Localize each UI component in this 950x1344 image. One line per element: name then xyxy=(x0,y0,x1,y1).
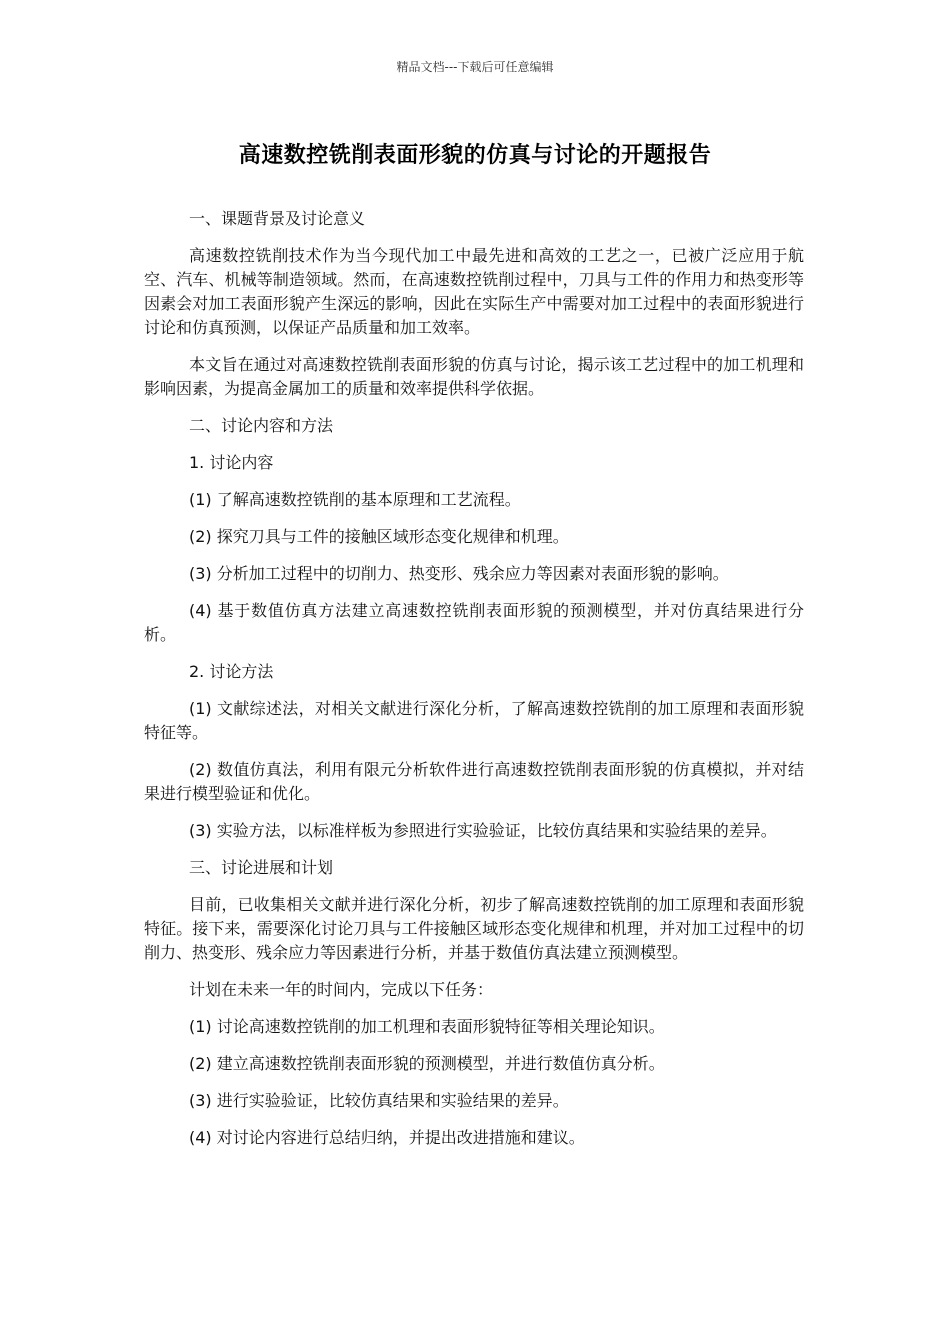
paragraph-progress: 目前，已收集相关文献并进行深化分析，初步了解高速数控铣削的加工原理和表面形貌特征。接下来，需要深化讨论刀具与工件接触区域形态变化规律和机理，并对加工过程中的切削力、热变形、残余应力等因素进行分析，并基于数值仿真法建立预测模型。 xyxy=(144,895,804,962)
document-title: 高速数控铣削表面形貌的仿真与讨论的开题报告 xyxy=(238,143,712,168)
list-item: (4) 对讨论内容进行总结归纳，并提出改进措施和建议。 xyxy=(189,1128,585,1147)
list-item: (1) 了解高速数控铣削的基本原理和工艺流程。 xyxy=(189,490,521,509)
paragraph-background: 高速数控铣削技术作为当今现代加工中最先进和高效的工艺之一，已被广泛应用于航空、汽车、机械等制造领域。然而，在高速数控铣削过程中，刀具与工件的作用力和热变形等因素会对加工表面形貌产生深远的影响，因此在实际生产中需要对加工过程中的表面形貌进行讨论和仿真预测，以保证产品质量和加工效率。 xyxy=(144,246,804,337)
list-item: (1) 讨论高速数控铣削的加工机理和表面形貌特征等相关理论知识。 xyxy=(189,1017,665,1036)
document-body xyxy=(144,207,804,1163)
paragraph-purpose: 本文旨在通过对高速数控铣削表面形貌的仿真与讨论，揭示该工艺过程中的加工机理和影响因素，为提高金属加工的质量和效率提供科学依据。 xyxy=(144,355,804,398)
list-item: (2) 建立高速数控铣削表面形貌的预测模型，并进行数值仿真分析。 xyxy=(189,1054,665,1073)
paragraph-plan-intro: 计划在未来一年的时间内，完成以下任务： xyxy=(189,980,494,999)
section-heading-content-methods: 二、讨论内容和方法 xyxy=(189,416,334,435)
list-item: (3) 进行实验验证，比较仿真结果和实验结果的差异。 xyxy=(189,1091,569,1110)
list-item: (4) 基于数值仿真方法建立高速数控铣削表面形貌的预测模型，并对仿真结果进行分析。 xyxy=(144,601,804,644)
list-item: (1) 文献综述法，对相关文献进行深化分析，了解高速数控铣削的加工原理和表面形貌特征等。 xyxy=(144,699,804,742)
list-item: (3) 实验方法，以标准样板为参照进行实验验证，比较仿真结果和实验结果的差异。 xyxy=(189,821,777,840)
section-heading-progress-plan: 三、讨论进展和计划 xyxy=(189,858,334,877)
subheading-methods: 2. 讨论方法 xyxy=(189,662,274,681)
list-item: (2) 探究刀具与工件的接触区域形态变化规律和机理。 xyxy=(189,527,569,546)
section-heading-background: 一、课题背景及讨论意义 xyxy=(189,209,366,228)
list-item: (2) 数值仿真法，利用有限元分析软件进行高速数控铣削表面形貌的仿真模拟，并对结果进行模型验证和优化。 xyxy=(144,760,804,803)
list-item: (3) 分析加工过程中的切削力、热变形、残余应力等因素对表面形貌的影响。 xyxy=(189,564,729,583)
subheading-content: 1. 讨论内容 xyxy=(189,453,274,472)
page-header-note: 精品文档---下载后可任意编辑 xyxy=(396,60,554,74)
